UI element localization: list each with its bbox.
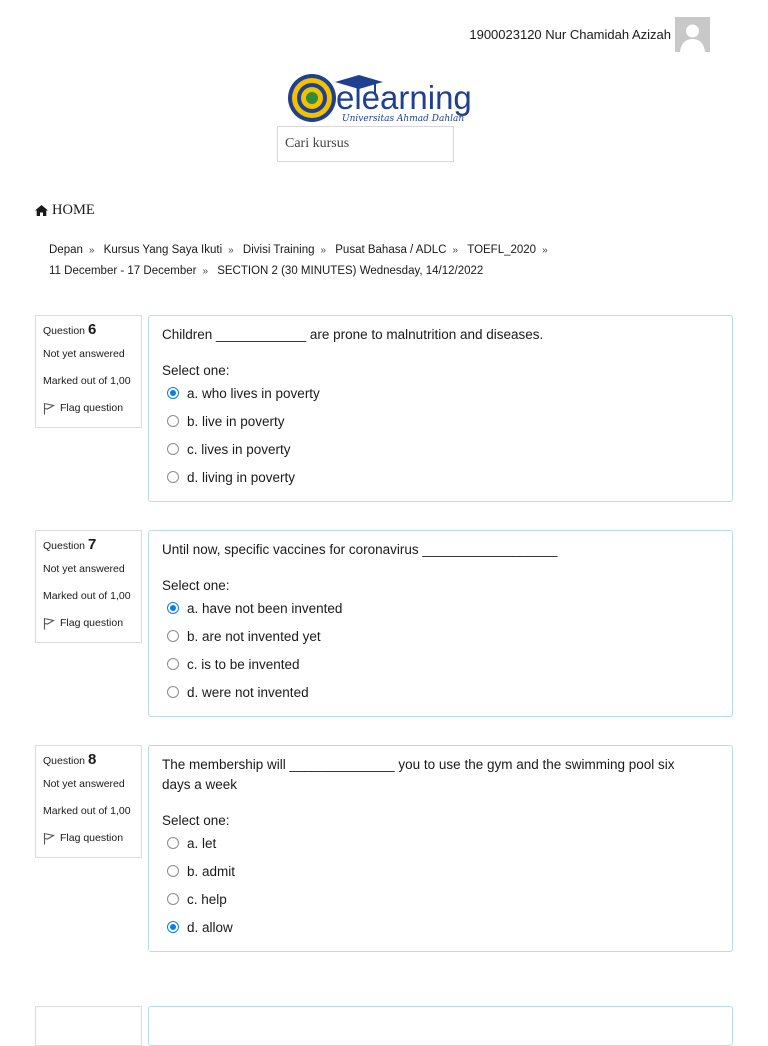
flag-question-label: Flag question: [60, 832, 124, 844]
flag-icon: [43, 617, 55, 630]
radio-button[interactable]: [167, 387, 179, 399]
radio-button[interactable]: [167, 415, 179, 427]
answer-option[interactable]: [162, 463, 719, 491]
answer-option[interactable]: [162, 885, 719, 913]
radio-button[interactable]: [167, 602, 179, 614]
radio-button[interactable]: [167, 658, 179, 670]
answer-option[interactable]: [162, 913, 719, 941]
radio-button[interactable]: [167, 893, 179, 905]
answer-label: a. have not been invented: [187, 600, 343, 616]
answer-list: [162, 594, 719, 706]
user-name: 1900023120 Nur Chamidah Azizah: [469, 27, 671, 42]
user-menu[interactable]: [469, 17, 710, 52]
question-info-next: [35, 1006, 142, 1046]
radio-button[interactable]: [167, 865, 179, 877]
answer-option[interactable]: [162, 857, 719, 885]
question-label: Question: [43, 325, 86, 337]
flag-question-button[interactable]: [43, 610, 135, 636]
question-label: Question: [43, 540, 86, 552]
flag-question-button[interactable]: [43, 825, 135, 851]
breadcrumb-item-depan[interactable]: Depan: [49, 244, 83, 256]
question-number: 6: [88, 321, 97, 338]
answer-label: a. let: [187, 835, 217, 851]
question-label: Question: [43, 755, 86, 767]
question-marks: Marked out of 1,00: [43, 375, 131, 387]
flag-question-button[interactable]: [43, 395, 135, 421]
radio-button[interactable]: [167, 630, 179, 642]
elearning-logo[interactable]: [287, 72, 481, 126]
chevron-right-icon: »: [202, 266, 208, 277]
select-one-label: Select one:: [162, 363, 230, 378]
answer-option[interactable]: [162, 594, 719, 622]
breadcrumb-item-divisi[interactable]: Divisi Training: [242, 244, 315, 256]
question-number: 8: [88, 751, 97, 768]
answer-option[interactable]: [162, 678, 719, 706]
answer-label: b. live in poverty: [187, 413, 285, 429]
radio-button[interactable]: [167, 471, 179, 483]
breadcrumb-item-section[interactable]: SECTION 2 (30 MINUTES) Wednesday, 14/12/2022: [217, 265, 484, 277]
home-link[interactable]: [35, 202, 95, 219]
answer-label: a. who lives in poverty: [187, 385, 320, 401]
flag-icon: [43, 402, 55, 415]
question-info-7: [35, 530, 142, 643]
logo-wordmark: elearning: [336, 79, 472, 116]
radio-button[interactable]: [167, 443, 179, 455]
answer-option[interactable]: [162, 407, 719, 435]
question-text: Children ____________ are prone to malnutrition and diseases.: [162, 327, 544, 342]
chevron-right-icon: »: [320, 245, 327, 256]
breadcrumb-item-toefl[interactable]: TOEFL_2020: [467, 244, 537, 256]
answer-label: d. living in poverty: [187, 469, 296, 485]
chevron-right-icon: »: [88, 245, 95, 256]
breadcrumb: [49, 240, 609, 282]
question-content-8: [148, 745, 733, 952]
search-input[interactable]: [277, 126, 454, 162]
answer-option[interactable]: [162, 379, 719, 407]
answer-list: [162, 829, 719, 941]
question-info-6: [35, 315, 142, 428]
question-marks: Marked out of 1,00: [43, 590, 131, 602]
answer-label: d. were not invented: [187, 684, 309, 700]
question-content-7: [148, 530, 733, 717]
answer-label: c. help: [187, 891, 227, 907]
chevron-right-icon: »: [452, 245, 459, 256]
flag-icon: [43, 832, 55, 845]
chevron-right-icon: »: [228, 245, 234, 256]
question-info-8: [35, 745, 142, 858]
answer-option[interactable]: [162, 829, 719, 857]
answer-label: c. is to be invented: [187, 656, 300, 672]
question-number: 7: [88, 536, 97, 553]
flag-question-label: Flag question: [60, 402, 124, 414]
select-one-label: Select one:: [162, 813, 230, 828]
question-status: Not yet answered: [43, 778, 125, 790]
chevron-right-icon: »: [542, 245, 548, 256]
question-status: Not yet answered: [43, 348, 125, 360]
question-text: The membership will ______________ you to use the gym and the swimming pool six days a week: [162, 757, 675, 792]
question-status: Not yet answered: [43, 563, 125, 575]
radio-button[interactable]: [167, 921, 179, 933]
answer-label: c. lives in poverty: [187, 441, 291, 457]
answer-list: [162, 379, 719, 491]
home-icon: [35, 205, 48, 216]
radio-button[interactable]: [167, 686, 179, 698]
breadcrumb-item-week[interactable]: 11 December - 17 December: [49, 265, 197, 277]
answer-label: b. are not invented yet: [187, 628, 321, 644]
home-label: HOME: [52, 202, 95, 218]
answer-option[interactable]: [162, 650, 719, 678]
breadcrumb-item-pusat-bahasa[interactable]: Pusat Bahasa / ADLC: [335, 244, 447, 256]
answer-option[interactable]: [162, 435, 719, 463]
answer-option[interactable]: [162, 622, 719, 650]
flag-question-label: Flag question: [60, 617, 124, 629]
question-content-6: [148, 315, 733, 502]
question-content-next: [148, 1006, 733, 1046]
answer-label: d. allow: [187, 919, 233, 935]
question-text: Until now, specific vaccines for coronavirus __________________: [162, 542, 558, 557]
user-avatar-icon[interactable]: [675, 17, 710, 52]
question-marks: Marked out of 1,00: [43, 805, 131, 817]
radio-button[interactable]: [167, 837, 179, 849]
answer-label: b. admit: [187, 863, 236, 879]
university-seal-icon: [288, 74, 336, 122]
select-one-label: Select one:: [162, 578, 230, 593]
logo-subtitle: Universitas Ahmad Dahlan: [342, 114, 465, 124]
breadcrumb-item-kursus[interactable]: Kursus Yang Saya Ikuti: [103, 244, 223, 256]
search-placeholder: Cari kursus: [285, 136, 350, 151]
